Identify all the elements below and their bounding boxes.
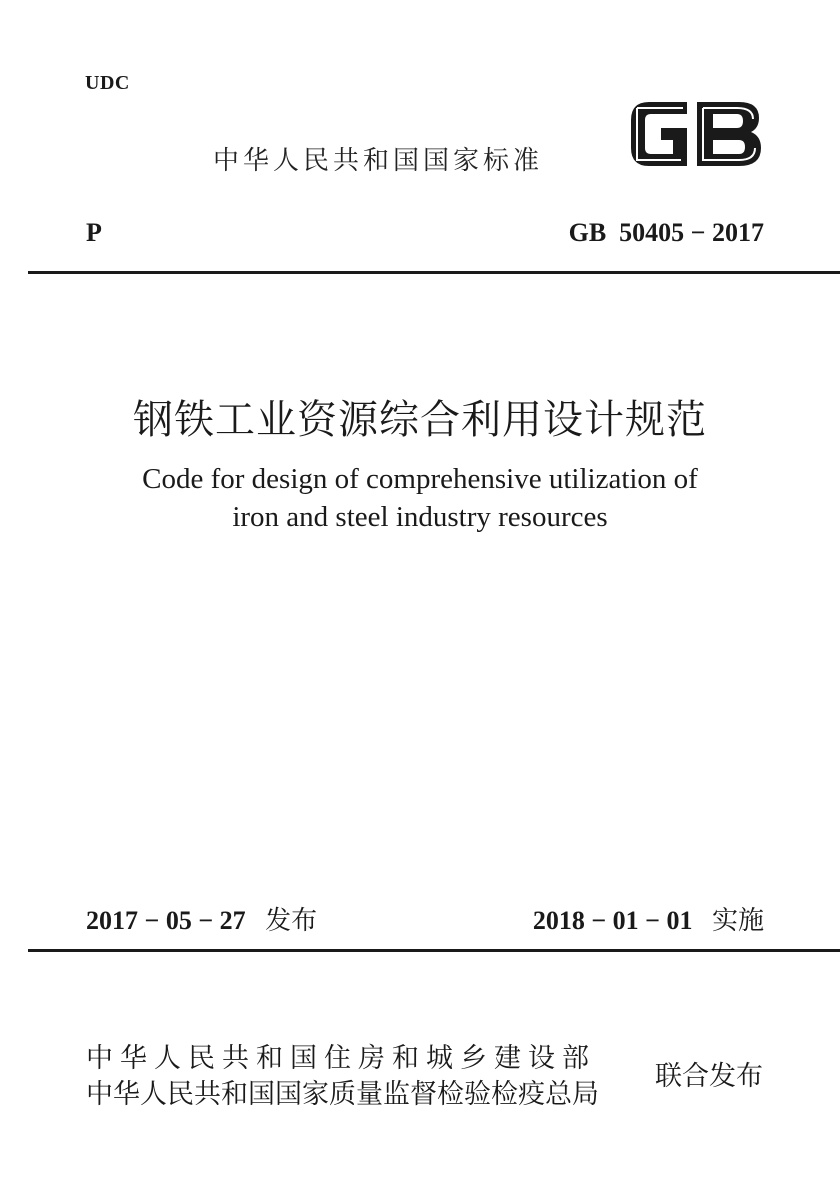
issuer-ministry-housing: 中华人民共和国住房和城乡建设部 [86,1043,596,1074]
implementation-label: 实施 [711,906,764,936]
issue-label: 发布 [265,906,318,936]
title-english-line-2: iron and steel industry resources [232,501,608,533]
implementation-date: 2018 − 01 − 01 [532,906,693,935]
classification-code: P [86,218,102,247]
udc-label: UDC [85,72,130,94]
issuer-aqsiq: 中华人民共和国国家质量监督检验检疫总局 [86,1079,599,1110]
joint-issue-label: 联合发布 [655,1061,763,1092]
issue-date-block [86,900,317,937]
title-english-line-1: Code for design of comprehensive utilization of [142,463,698,495]
bottom-divider [28,949,840,952]
issue-date: 2017 − 05 − 27 [86,906,246,935]
top-divider [28,271,840,274]
title-english [0,460,840,536]
title-chinese: 钢铁工业资源综合利用设计规范 [133,397,707,443]
gb-logo-icon [627,98,765,170]
national-standard-label: 中华人民共和国国家标准 [213,146,544,176]
standard-number: GB 50405 − 2017 [568,218,764,247]
implementation-date-block [533,900,764,937]
